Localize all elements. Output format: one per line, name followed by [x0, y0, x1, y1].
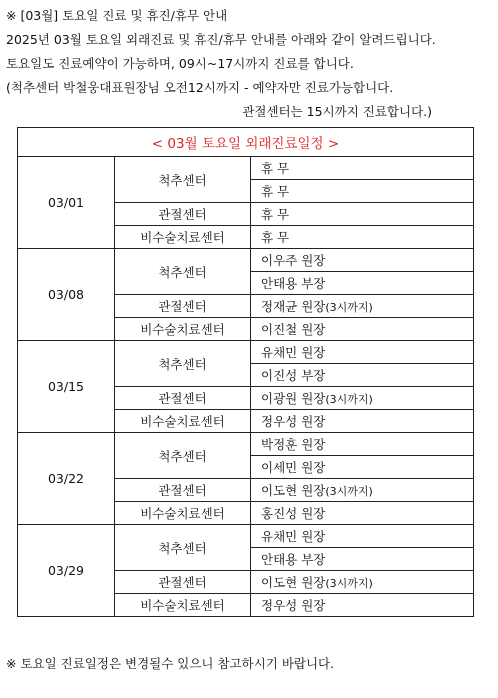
hours-note: (3시까지) [325, 485, 373, 498]
doctor-name: 이진성 부장 [261, 368, 326, 383]
date-cell: 03/29 [18, 525, 115, 617]
hours-note: (3시까지) [325, 393, 373, 406]
doctor-name: 박정훈 원장 [261, 437, 326, 452]
notice-line: (척추센터 박철웅대표원장님 오전12시까지 - 예약자만 진료가능합니다. [6, 80, 394, 95]
schedule-table [17, 127, 474, 617]
dept-joint: 관절센터 [115, 571, 251, 594]
table-row [18, 341, 474, 364]
doctor-cell [251, 387, 474, 410]
dept-nonsurgical: 비수술치료센터 [115, 410, 251, 433]
doctor-name: 휴 무 [261, 230, 290, 245]
doctor-name: 이진철 원장 [261, 322, 326, 337]
date-cell: 03/08 [18, 249, 115, 341]
dept-spine: 척추센터 [115, 341, 251, 387]
dept-spine: 척추센터 [115, 249, 251, 295]
dept-nonsurgical: 비수술치료센터 [115, 318, 251, 341]
doctor-name: 유채민 원장 [261, 529, 326, 544]
table-row [18, 433, 474, 456]
doctor-cell [251, 249, 474, 272]
notice-heading: ※ [03월] 토요일 진료 및 휴진/휴무 안내 [6, 8, 228, 23]
intro-notice [6, 4, 492, 124]
doctor-cell [251, 571, 474, 594]
doctor-name: 정재균 원장 [261, 299, 326, 314]
doctor-cell [251, 226, 474, 249]
doctor-cell [251, 502, 474, 525]
doctor-name: 안태용 부장 [261, 276, 326, 291]
table-row [18, 249, 474, 272]
doctor-cell [251, 203, 474, 226]
hours-note: (3시까지) [325, 301, 373, 314]
doctor-cell [251, 594, 474, 617]
doctor-cell [251, 180, 474, 203]
doctor-name: 이세민 원장 [261, 460, 326, 475]
doctor-cell [251, 295, 474, 318]
notice-line: 토요일도 진료예약이 가능하며, 09시~17시까지 진료를 합니다. [6, 56, 354, 71]
doctor-cell [251, 318, 474, 341]
doctor-name: 정우성 원장 [261, 414, 326, 429]
doctor-cell [251, 433, 474, 456]
doctor-cell [251, 341, 474, 364]
doctor-cell [251, 410, 474, 433]
dept-spine: 척추센터 [115, 157, 251, 203]
doctor-name: 유채민 원장 [261, 345, 326, 360]
doctor-cell [251, 456, 474, 479]
dept-joint: 관절센터 [115, 203, 251, 226]
hours-note: (3시까지) [325, 577, 373, 590]
table-title-row [18, 128, 474, 157]
dept-joint: 관절센터 [115, 295, 251, 318]
doctor-name: 정우성 원장 [261, 598, 326, 613]
doctor-cell [251, 364, 474, 387]
doctor-name: 안태용 부장 [261, 552, 326, 567]
table-row [18, 157, 474, 180]
dept-joint: 관절센터 [115, 387, 251, 410]
doctor-name: 홍진성 원장 [261, 506, 326, 521]
doctor-cell [251, 525, 474, 548]
table-title: < 03월 토요일 외래진료일정 > [18, 128, 474, 157]
dept-spine: 척추센터 [115, 433, 251, 479]
date-cell: 03/15 [18, 341, 115, 433]
date-cell: 03/01 [18, 157, 115, 249]
doctor-name: 휴 무 [261, 207, 290, 222]
doctor-cell [251, 479, 474, 502]
table-row [18, 525, 474, 548]
dept-joint: 관절센터 [115, 479, 251, 502]
dept-spine: 척추센터 [115, 525, 251, 571]
doctor-cell [251, 272, 474, 295]
footer-note: ※ 토요일 진료일정은 변경될수 있으니 참고하시기 바랍니다. [6, 656, 335, 671]
doctor-name: 이광원 원장 [261, 391, 326, 406]
doctor-cell [251, 548, 474, 571]
doctor-name: 휴 무 [261, 184, 290, 199]
dept-nonsurgical: 비수술치료센터 [115, 226, 251, 249]
dept-nonsurgical: 비수술치료센터 [115, 502, 251, 525]
dept-nonsurgical: 비수술치료센터 [115, 594, 251, 617]
doctor-name: 휴 무 [261, 161, 290, 176]
date-cell: 03/22 [18, 433, 115, 525]
doctor-name: 이도현 원장 [261, 575, 326, 590]
notice-line: 관절센터는 15시까지 진료합니다.) [242, 104, 432, 119]
doctor-name: 이도현 원장 [261, 483, 326, 498]
doctor-name: 이우주 원장 [261, 253, 326, 268]
doctor-cell [251, 157, 474, 180]
notice-line: 2025년 03월 토요일 외래진료 및 휴진/휴무 안내를 아래와 같이 알려드립니다. [6, 32, 436, 47]
